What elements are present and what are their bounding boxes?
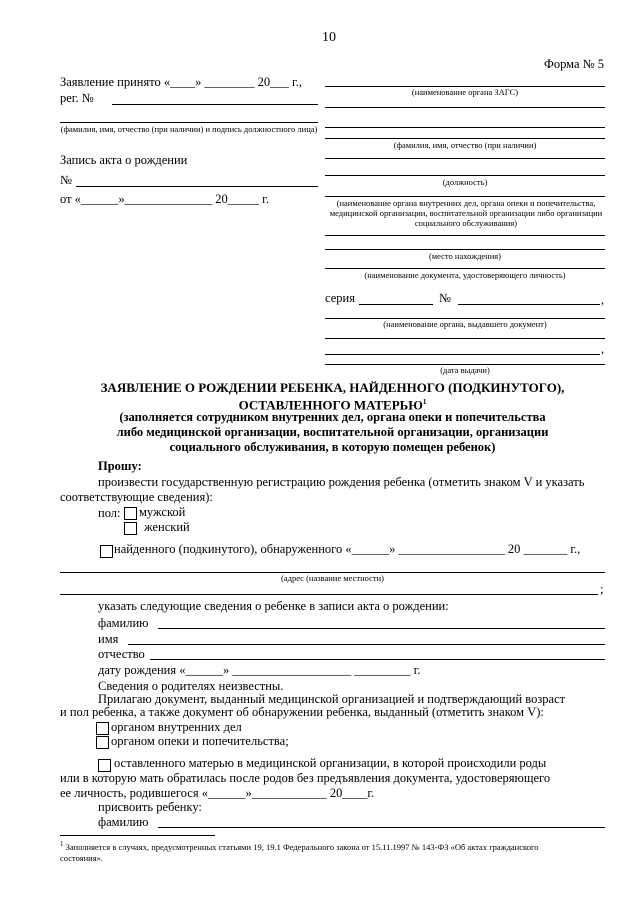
issuer-field-2[interactable]	[325, 338, 605, 339]
comma: ,	[601, 293, 605, 307]
id-number-label: №	[439, 291, 451, 305]
request-line-1: произвести государственную регистрацию рождения ребенка (отметить знаком V и указать	[98, 475, 585, 489]
found-checkbox[interactable]	[100, 545, 113, 558]
attach-line-2: и пол ребенка, а также документ об обнаружении ребенка, выданный (отметить знаком V):	[60, 705, 544, 719]
reg-label: рег. №	[60, 91, 94, 105]
form-number: Форма № 5	[544, 57, 604, 71]
zags-field-2[interactable]	[325, 107, 605, 108]
attach-line-1: Прилагаю документ, выданный медицинской организацией и подтверждающий возраст	[98, 692, 566, 706]
assign-surname-label: фамилию	[98, 815, 149, 829]
reg-number-field[interactable]	[112, 104, 318, 105]
name-field[interactable]	[128, 644, 605, 645]
address-field-2[interactable]	[60, 594, 598, 595]
male-label: мужской	[139, 505, 186, 519]
sex-label: пол:	[98, 506, 121, 520]
record-number-label: №	[60, 173, 72, 187]
series-field[interactable]	[359, 304, 433, 305]
footnote-separator	[60, 835, 215, 836]
official-caption: (фамилия, имя, отчество (при наличии) и подпись должностного лица)	[60, 124, 318, 134]
guardian-label: органом опеки и попечительства;	[111, 734, 289, 748]
subtitle-line-2: либо медицинской организации, воспитательной организации, организации	[116, 425, 549, 439]
female-label: женский	[144, 520, 190, 534]
fio-caption: (фамилия, имя, отчество (при наличии)	[393, 140, 537, 150]
series-label: серия	[325, 291, 355, 305]
footnote-line-2: состояния».	[60, 852, 103, 863]
accepted-label: Заявление принято «____» ________ 20___ г.,	[60, 75, 302, 89]
found-label: найденного (подкинутого), обнаруженного «______» _________________ 20 _______ г.,	[114, 542, 581, 556]
applicant-fio-field-2[interactable]	[325, 138, 605, 139]
patronymic-label: отчество	[98, 647, 145, 661]
title-line-1: ЗАЯВЛЕНИЕ О РОЖДЕНИИ РЕБЕНКА, НАЙДЕННОГО (ПОДКИНУТОГО),	[100, 380, 565, 395]
footnote-text-1: Заполняется в случаях, предусмотренных статьями 19, 19.1 Федерального закона от 15.11.1997 № 143-ФЗ «Об актах гражданского	[65, 841, 539, 852]
patronymic-field[interactable]	[150, 659, 605, 660]
zags-caption: (наименование органа ЗАГС)	[411, 87, 519, 97]
male-checkbox[interactable]	[124, 507, 137, 520]
prosu-label: Прошу:	[98, 459, 142, 473]
location-field-1[interactable]	[325, 235, 605, 236]
page-number: 10	[322, 30, 336, 45]
organization-caption: (наименование органа внутренних дел, органа опеки и попечительства, медицинской организации, воспитательной организации либо организации социального обслуживания)	[329, 198, 603, 228]
female-checkbox[interactable]	[124, 522, 137, 535]
issuer-field-3[interactable]	[325, 354, 600, 355]
address-caption: (адрес (название местности)	[281, 573, 384, 583]
location-caption: (место нахождения)	[428, 251, 502, 261]
record-label: Запись акта о рождении	[60, 153, 188, 167]
semicolon: ;	[600, 582, 604, 596]
comma-2: ,	[601, 342, 605, 356]
location-field[interactable]	[325, 249, 605, 250]
footnote	[60, 839, 538, 864]
left-line-1: оставленного матерью в медицинской организации, в которой происходили роды	[114, 756, 547, 770]
organization-field[interactable]	[325, 196, 605, 197]
assign-label: присвоить ребенку:	[98, 800, 202, 814]
request-line-2: соответствующие сведения):	[60, 490, 213, 504]
document-title	[60, 380, 605, 412]
guardian-checkbox[interactable]	[96, 736, 109, 749]
assign-surname-field[interactable]	[158, 827, 605, 828]
indicate-label: указать следующие сведения о ребенке в записи акта о рождении:	[98, 599, 449, 613]
applicant-fio-field[interactable]	[325, 127, 605, 128]
record-number-field[interactable]	[76, 186, 318, 187]
name-label: имя	[98, 632, 119, 646]
left-line-3: ее личность, родившегося «______»____________ 20____г.	[60, 786, 375, 800]
position-caption: (должность)	[442, 177, 488, 187]
id-number-field[interactable]	[458, 304, 600, 305]
birth-date-label: дату рождения «______» ___________________ _________ г.	[98, 663, 421, 677]
position-field-1[interactable]	[325, 158, 605, 159]
footnote-mark-2: 1	[60, 840, 64, 848]
official-signature-field[interactable]	[60, 122, 318, 123]
record-date: от «______»______________ 20_____ г.	[60, 192, 270, 206]
id-document-field[interactable]	[325, 268, 605, 269]
surname-label: фамилию	[98, 616, 149, 630]
parents-unknown: Сведения о родителях неизвестны.	[98, 679, 284, 693]
subtitle-line-3: социального обслуживания, в которую помещен ребенок)	[169, 440, 496, 454]
issuer-caption: (наименование органа, выдавшего документ)	[383, 319, 547, 329]
police-label: органом внутренних дел	[111, 720, 242, 734]
surname-field[interactable]	[158, 628, 605, 629]
title-subtitle	[60, 410, 605, 455]
police-checkbox[interactable]	[96, 722, 109, 735]
title-line-2-text: ОСТАВЛЕННОГО МАТЕРЬЮ	[238, 397, 423, 413]
issue-date-caption: (дата выдачи)	[440, 365, 490, 375]
left-line-2: или в которую мать обратилась после родов без предъявления документа, удостоверяющего	[60, 771, 551, 785]
id-document-caption: (наименование документа, удостоверяющего личность)	[364, 270, 566, 280]
footnote-line-1	[60, 839, 538, 853]
position-field[interactable]	[325, 175, 605, 176]
subtitle-line-1: (заполняется сотрудником внутренних дел, органа опеки и попечительства	[119, 410, 546, 424]
footnote-mark: 1	[422, 398, 427, 406]
